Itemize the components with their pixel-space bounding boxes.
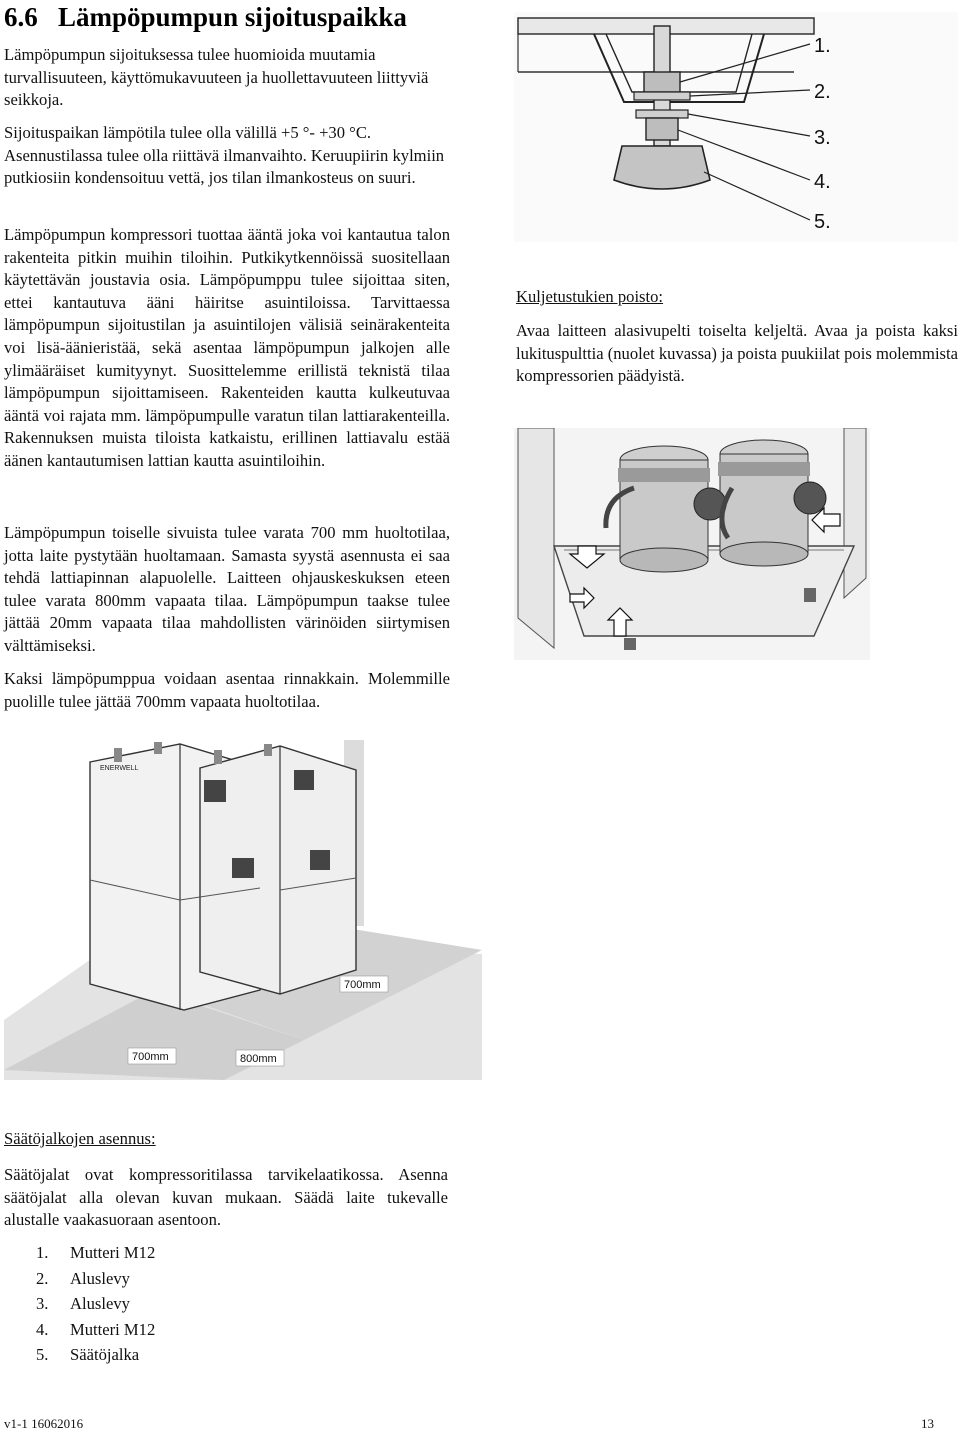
foot-label-1: 1. <box>814 35 831 57</box>
list-item: 2. Aluslevy <box>36 1268 130 1288</box>
footer-version: v1-1 16062016 <box>4 1416 84 1431</box>
service-space-paragraph: Lämpöpumpun toiselle sivuista tulee varata 700 mm huoltotilaa, jotta laite pystytään huoltamaan. Samasta syystä asennusta ei saa tehdä lattiapinnan alapuolelle. Laitteen ohjauskeskuksen eteen tulee varata 800mm vapaata tilaa. Lämpöpumpun taakse tulee jättää 20mm vapaata tilaa mahdollisten värinöiden siirtymisen välttämiseksi. <box>4 523 450 655</box>
temperature-paragraph: Sijoituspaikan lämpötila tulee olla välillä +5 °- +30 °C. Asennustilassa tulee olla riittävä ilmanvaihto. Keruupiirin kylmiin putkiosiin kondensoituu vettä, jos tilan ilmankosteus on suuri. <box>4 123 445 188</box>
list-item: 4. Mutteri M12 <box>36 1319 156 1339</box>
list-item: 3. Aluslevy <box>36 1294 130 1314</box>
foot-label-2: 2. <box>814 81 831 103</box>
page-number: 13 <box>921 1416 934 1431</box>
dimension-label-left: 700mm <box>132 1051 169 1063</box>
section-heading <box>4 2 407 33</box>
adjust-feet-paragraph: Säätöjalat ovat kompressoritilassa tarvikelaatikossa. Asenna säätöjalat alla olevan kuvan mukaan. Säädä laite tukevalle alustalle vaakasuoraan asentoon. <box>4 1165 448 1230</box>
dimension-label-side: 700mm <box>344 979 381 991</box>
foot-label-4: 4. <box>814 171 831 193</box>
list-item: 5. Säätöjalka <box>36 1345 140 1365</box>
intro-paragraph: Lämpöpumpun sijoituksessa tulee huomioida muutamia turvallisuuteen, käyttömukavuuteen ja huollettavuuteen liittyviä seikkoja. <box>4 45 429 110</box>
transport-supports-paragraph: Avaa laitteen alasivupelti toiselta keljeltä. Avaa ja poista kaksi lukituspulttia (nuolet kuvassa) ja poista puukiilat pois molemmista kompressorien päädyistä. <box>516 321 958 386</box>
clearance-diagram <box>4 740 484 1080</box>
compressor-photo <box>514 428 870 660</box>
transport-supports-heading: Kuljetustukien poisto: <box>516 287 664 306</box>
section-number: 6.6 <box>4 2 38 32</box>
list-item: 1. Mutteri M12 <box>36 1243 156 1262</box>
parallel-install-paragraph: Kaksi lämpöpumppua voidaan asentaa rinnakkain. Molemmille puolille tulee jättää 700mm vapaata huoltotilaa. <box>4 669 450 711</box>
parts-list <box>36 1240 155 1368</box>
adjustable-foot-diagram <box>514 12 958 242</box>
brand-label: ENERWELL <box>100 765 139 772</box>
foot-label-5: 5. <box>814 211 831 233</box>
section-title: Lämpöpumpun sijoituspaikka <box>58 2 407 32</box>
noise-paragraph: Lämpöpumpun kompressori tuottaa ääntä joka voi kantautua talon rakenteita pitkin muihin tiloihin. Putkikytkennöissä suositellaan käytettävän joustavia osia. Lämpöpumppu tulee sijoittaa siten, ettei kantautuva ääni häiritse asuintiloissa. Tarvittaessa lämpöpumpun sijoitustilan ja asuintilojen välisiä seinärakenteita voi lisä-äänieristää, sekä asentaa lämpöpumpun jalkojen alle ylimääräiset kumityynyt. Suosittelemme erillistä teknistä tilaa lämpöpumpun sijoittamiseen. Rakenteiden kautta kulkeutuvaa ääntä voi rajata mm. lämpöpumpulle varatun tilan lattiarakenteilla. Rakennuksen muista tiloista katkaistu, erillinen lattiavalu estää äänen kantautumisen lattian kautta asuintiloihin. <box>4 225 450 470</box>
foot-label-3: 3. <box>814 127 831 149</box>
adjust-feet-heading: Säätöjalkojen asennus: <box>4 1129 156 1148</box>
dimension-label-front: 800mm <box>240 1053 277 1065</box>
